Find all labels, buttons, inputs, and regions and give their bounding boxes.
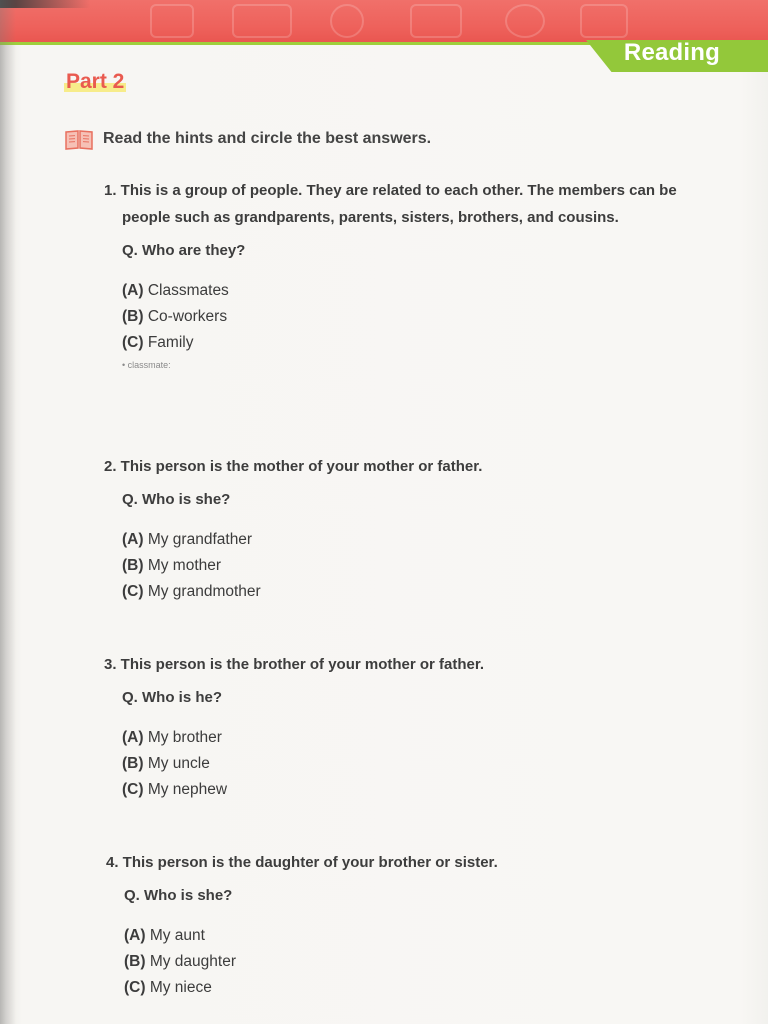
answer-options <box>104 278 704 356</box>
section-label: Reading <box>623 39 720 66</box>
question-2 <box>104 453 704 605</box>
question-4 <box>106 849 706 1001</box>
vocab-footnote: • classmate: <box>122 360 171 370</box>
header-band <box>0 0 768 44</box>
band-decoration <box>505 4 545 38</box>
answer-options <box>104 527 704 605</box>
band-decoration <box>410 4 462 38</box>
answer-options <box>104 725 704 803</box>
question-stem: 2. This person is the mother of your mother or father. <box>104 458 483 475</box>
option-c[interactable]: (C) My nephew <box>122 781 228 798</box>
band-decoration <box>580 4 628 38</box>
option-b[interactable]: (B) My mother <box>122 557 222 574</box>
question-stem: 1. This is a group of people. They are related to each other. The members can be people such as grandparents, parents, sisters, brothers, and cousins. <box>104 182 677 226</box>
instruction <box>64 128 431 150</box>
open-book-icon <box>64 128 94 150</box>
instruction-text: Read the hints and circle the best answers. <box>103 130 432 147</box>
answer-options <box>106 923 706 1001</box>
option-a[interactable]: (A) Classmates <box>122 282 229 299</box>
option-c[interactable]: (C) My grandmother <box>122 583 261 600</box>
option-a[interactable]: (A) My aunt <box>124 927 205 944</box>
option-a[interactable]: (A) My grandfather <box>122 531 253 548</box>
page-spine-shadow <box>0 0 16 1024</box>
part-title: Part 2 <box>66 70 125 93</box>
option-b[interactable]: (B) Co-workers <box>122 308 228 325</box>
question-prompt: Q. Who is he? <box>122 689 222 706</box>
band-decoration <box>150 4 194 38</box>
band-decoration <box>232 4 292 38</box>
question-1 <box>104 177 704 370</box>
option-a[interactable]: (A) My brother <box>122 729 222 746</box>
question-prompt: Q. Who are they? <box>122 242 246 259</box>
question-prompt: Q. Who is she? <box>124 887 233 904</box>
question-3 <box>104 651 704 803</box>
question-stem: 3. This person is the brother of your mother or father. <box>104 656 485 673</box>
option-c[interactable]: (C) Family <box>122 334 194 351</box>
option-b[interactable]: (B) My uncle <box>122 755 210 772</box>
option-c[interactable]: (C) My niece <box>124 979 212 996</box>
option-b[interactable]: (B) My daughter <box>124 953 237 970</box>
question-prompt: Q. Who is she? <box>122 491 231 508</box>
question-stem: 4. This person is the daughter of your brother or sister. <box>106 854 498 871</box>
band-decoration <box>330 4 364 38</box>
